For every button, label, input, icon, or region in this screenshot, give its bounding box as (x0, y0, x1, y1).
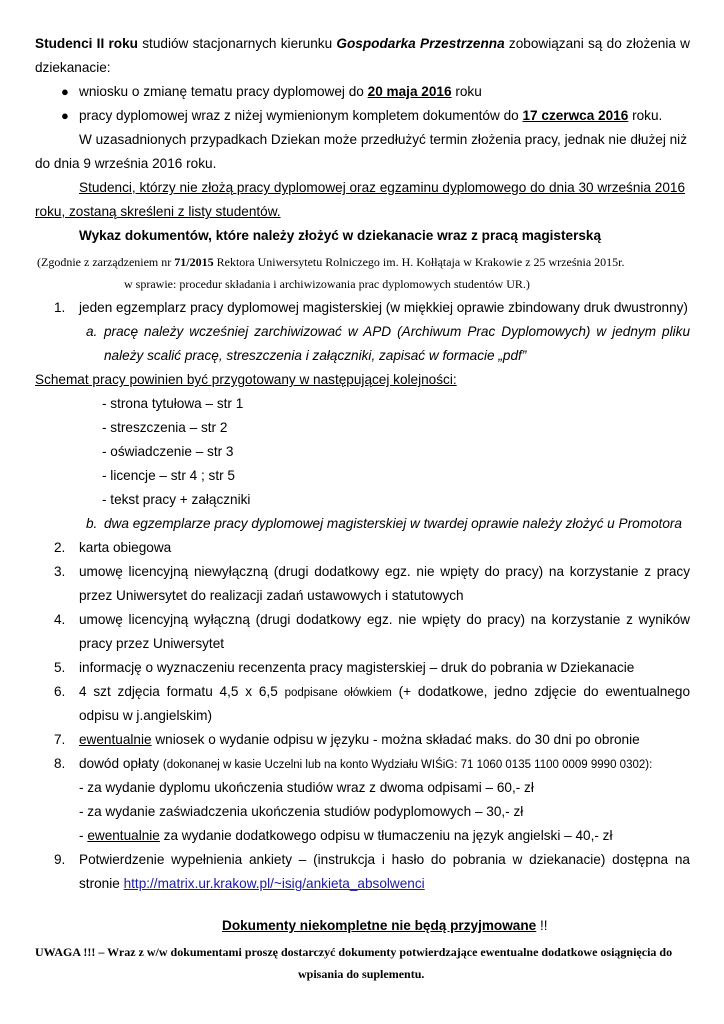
item-1-number: 1. (54, 300, 66, 315)
bullet-item-1 (79, 84, 482, 100)
regulation-number: 71/2015 (174, 255, 214, 269)
regulation-line-2: w sprawie: procedur składania i archiwizowania prac dyplomowych studentów UR.) (124, 277, 530, 291)
item-1a-line-2: należy scalić pracę, streszczenia i załączniki, zapisać w formacie „pdf” (104, 348, 527, 363)
warning-line-1: UWAGA !!! – Wraz z w/w dokumentami proszę dostarczyć dokumenty potwierdzające ewentualne dodatkowe osiągnięcia do (35, 945, 673, 959)
fee-line-3 (79, 828, 613, 844)
bullet-2-text: pracy dyplomowej wraz z niżej wymienionym kompletem dokumentów do (79, 108, 523, 123)
item-6-number: 6. (54, 684, 66, 699)
item-6-line-2: odpisu w j.angielskim) (79, 708, 212, 723)
item-6-text: 4 szt zdjęcia formatu 4,5 x 6,5 (79, 684, 285, 699)
item-1a-line-1: pracę należy wcześniej zarchiwizować w APD (Archiwum Prac Dyplomowych) w jednym pliku (104, 324, 690, 339)
removal-line-2: roku, zostaną skreśleni z listy studentów. (35, 204, 281, 219)
schema-item: - oświadczenie – str 3 (102, 444, 234, 459)
intro-text: studiów stacjonarnych kierunku (137, 36, 337, 51)
item-8-number: 8. (54, 756, 66, 771)
warning-line-2: wpisania do suplementu. (298, 967, 425, 981)
item-5-text: informację o wyznaczeniu recenzenta pracy magisterskiej – druk do pobrania w Dziekanacie (79, 660, 635, 675)
item-4-line-2: pracy przez Uniwersytet (79, 636, 225, 651)
item-9-line-2 (79, 876, 425, 892)
item-9-number: 9. (54, 852, 66, 867)
fee-3-text: za wydanie dodatkowego odpisu w tłumaczeniu na język angielski – 40,- zł (159, 828, 613, 843)
item-3-line-2: przez Uniwersytet do realizacji zadań ustawowych i statutowych (79, 588, 464, 603)
schema-item: - strona tytułowa – str 1 (102, 396, 244, 411)
regulation-text: (Zgodnie z zarządzeniem nr (37, 255, 175, 269)
item-2-text: karta obiegowa (79, 540, 172, 555)
schema-title: Schemat pracy powinien być przygotowany w następującej kolejności: (35, 372, 457, 387)
survey-link[interactable]: http://matrix.ur.krakow.pl/~isig/ankieta_absolwenci (123, 876, 425, 891)
item-6-line-1 (79, 684, 690, 701)
incomplete-marks: !! (536, 918, 548, 933)
bullet-1-text: wniosku o zmianę tematu pracy dyplomowej do (79, 84, 368, 99)
incomplete-text: Dokumenty niekompletne nie będą przyjmowane (222, 918, 537, 933)
item-7-number: 7. (54, 732, 66, 747)
fee-line-2: - za wydanie zaświadczenia ukończenia studiów podyplomowych – 30,- zł (79, 804, 524, 819)
item-3-number: 3. (54, 564, 66, 579)
item-8-text (79, 756, 652, 773)
item-3-line-1: umowę licencyjną niewyłączną (drugi dodatkowy egz. nie wpięty do pracy) na korzystanie z pracy (79, 564, 690, 579)
item-4-number: 4. (54, 612, 66, 627)
bullet-dot: ● (61, 108, 69, 123)
item-8-title: dowód opłaty (79, 756, 163, 771)
intro-line-1 (35, 36, 690, 52)
incomplete-notice (222, 918, 548, 934)
bullet-2-tail: roku. (628, 108, 663, 123)
item-1a-label: a. (86, 324, 98, 339)
item-1b-label: b. (86, 516, 98, 531)
bullet-1-tail: roku (451, 84, 482, 99)
regulation-line-1 (37, 254, 625, 270)
schema-item: - tekst pracy + załączniki (102, 492, 251, 507)
item-9-line-1: Potwierdzenie wypełnienia ankiety – (instrukcja i hasło do pobrania w dziekanacie) dostępna na (79, 852, 690, 867)
bullet-1-date: 20 maja 2016 (367, 84, 452, 99)
item-2-number: 2. (54, 540, 66, 555)
item-1b-text: dwa egzemplarze pracy dyplomowej magisterskiej w twardej oprawie należy złożyć u Promotora (104, 516, 682, 531)
schema-item: - streszczenia – str 2 (102, 420, 228, 435)
item-1-text: jeden egzemplarz pracy dyplomowej magisterskiej (w miękkiej oprawie zbindowany druk dwustronny) (79, 300, 688, 315)
bullet-2-date: 17 czerwca 2016 (522, 108, 629, 123)
item-7-optional: ewentualnie (79, 732, 152, 747)
item-7-text-end: wniosek o wydanie odpisu w języku - można składać maks. do 30 dni po obronie (151, 732, 640, 747)
schema-item: - licencje – str 4 ; str 5 (102, 468, 235, 483)
item-5-number: 5. (54, 660, 66, 675)
item-6-note: podpisane ołówkiem (284, 687, 392, 699)
documents-heading: Wykaz dokumentów, które należy złożyć w dziekanacie wraz z pracą magisterską (79, 228, 602, 243)
item-9-prefix: stronie (79, 876, 124, 891)
item-4-line-1: umowę licencyjną wyłączną (drugi dodatkowy egz. nie wpięty do pracy) na korzystanie z wyników (79, 612, 690, 627)
intro-year: Studenci II roku (35, 36, 138, 51)
item-6-text-end: (+ dodatkowe, jedno zdjęcie do ewentualnego (391, 684, 690, 699)
fee-3-dash: - (79, 828, 88, 843)
bullet-dot: ● (61, 84, 69, 99)
extension-line-2: do dnia 9 września 2016 roku. (35, 156, 217, 171)
fee-line-1: - za wydanie dyplomu ukończenia studiów wraz z dwoma odpisami – 60,- zł (79, 780, 534, 795)
intro-field: Gospodarka Przestrzenna (336, 36, 505, 51)
intro-line-2: dziekanacie: (35, 60, 111, 75)
intro-text-end: zobowiązani są do złożenia w (504, 36, 690, 51)
extension-line-1: W uzasadnionych przypadkach Dziekan może przedłużyć termin złożenia pracy, jednak nie dłużej niż (79, 132, 687, 147)
fee-3-optional: ewentualnie (87, 828, 160, 843)
item-7-text (79, 732, 640, 748)
removal-line-1: Studenci, którzy nie złożą pracy dyplomowej oraz egzaminu dyplomowego do dnia 30 września 2016 (79, 180, 686, 195)
regulation-text-end: Rektora Uniwersytetu Rolniczego im. H. Kołłątaja w Krakowie z 25 września 2015r. (213, 255, 625, 269)
item-8-note: (dokonanej w kasie Uczelni lub na konto Wydziału WIŚiG: 71 1060 0135 1100 0009 9990 0302): (162, 759, 653, 771)
bullet-item-2 (79, 108, 662, 124)
